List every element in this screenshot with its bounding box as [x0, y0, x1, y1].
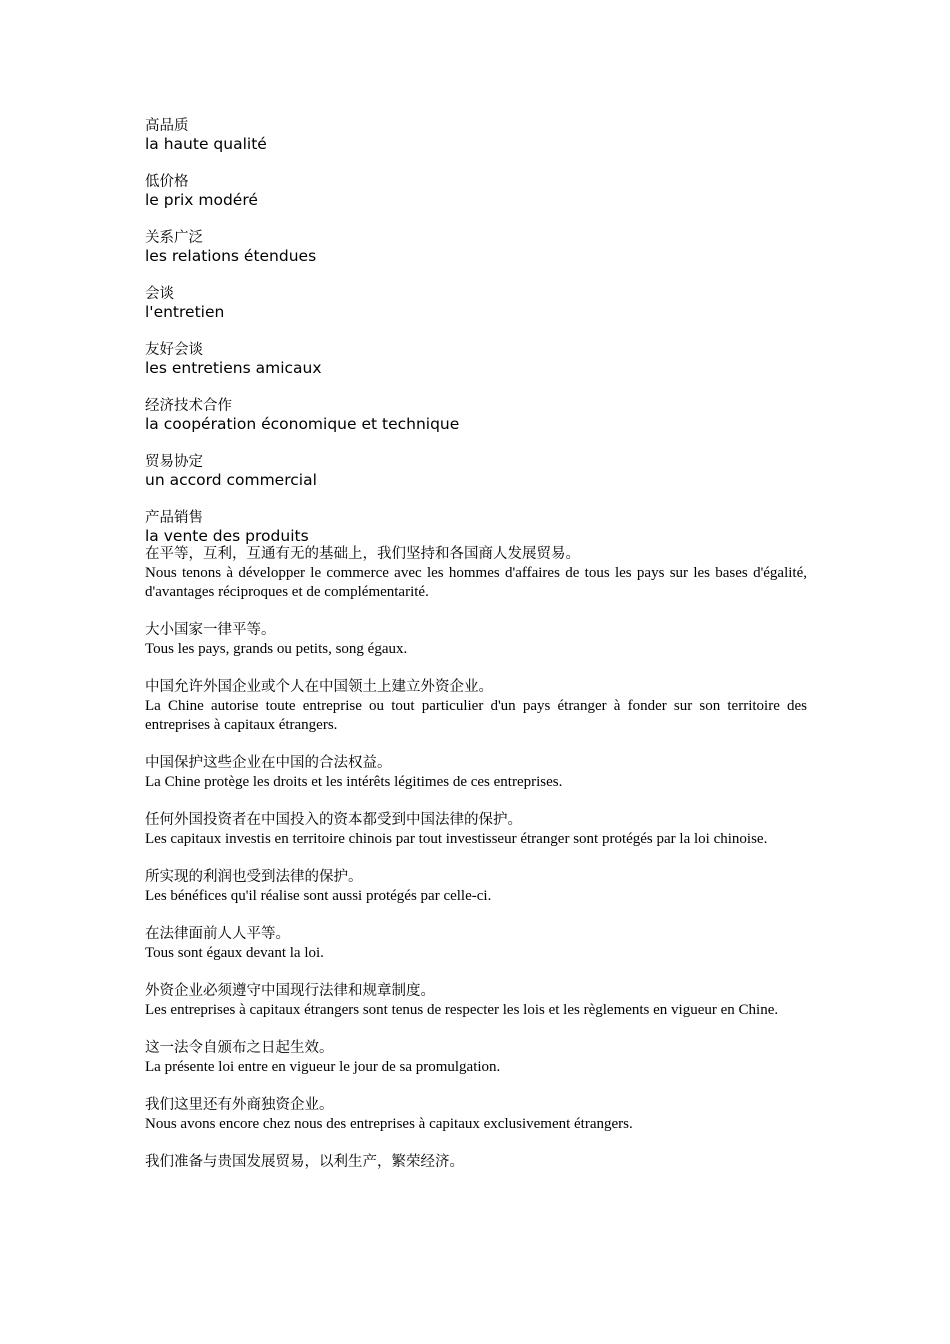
sentence-french: Les bénéfices qu'il réalise sont aussi protégés par celle-ci. — [145, 888, 492, 904]
sentence-chinese: 中国保护这些企业在中国的合法权益。 — [145, 755, 392, 771]
vocab-chinese: 低价格 — [145, 174, 189, 190]
sentence-chinese: 这一法令自颁布之日起生效。 — [145, 1040, 334, 1056]
sentence-french: Les capitaux investis en territoire chinois par tout investisseur étranger sont protégés par la loi chinoise. — [145, 831, 768, 847]
vocab-chinese: 产品销售 — [145, 510, 203, 526]
sentence-chinese: 外资企业必须遵守中国现行法律和规章制度。 — [145, 983, 435, 999]
sentence-pair — [145, 868, 807, 906]
document-page — [145, 117, 807, 1191]
sentence-chinese: 任何外国投资者在中国投入的资本都受到中国法律的保护。 — [145, 812, 522, 828]
vocab-french: la coopération économique et technique — [145, 415, 460, 433]
vocab-chinese: 经济技术合作 — [145, 398, 232, 414]
vocab-entry — [145, 341, 807, 377]
vocab-french: les relations étendues — [145, 247, 317, 265]
sentence-french: La présente loi entre en vigueur le jour de sa promulgation. — [145, 1059, 501, 1075]
sentence-pair — [145, 621, 807, 659]
sentence-pair — [145, 754, 807, 792]
vocab-chinese: 会谈 — [145, 286, 174, 302]
sentence-french: La Chine autorise toute entreprise ou tout particulier d'un pays étranger à fonder sur son territoire des entreprises à capitaux étrangers. — [145, 698, 807, 733]
vocab-french: l'entretien — [145, 303, 225, 321]
sentence-french: Nous tenons à développer le commerce avec les hommes d'affaires de tous les pays sur les bases d'égalité, d'avantages réciproques et de complémentarité. — [145, 565, 807, 600]
sentence-chinese: 中国允许外国企业或个人在中国领土上建立外资企业。 — [145, 679, 493, 695]
sentence-pair — [145, 925, 807, 963]
sentence-french: La Chine protège les droits et les intérêts légitimes de ces entreprises. — [145, 774, 563, 790]
vocab-entry — [145, 173, 807, 209]
sentence-pair — [145, 811, 807, 849]
sentence-chinese: 我们这里还有外商独资企业。 — [145, 1097, 334, 1113]
vocab-chinese: 贸易协定 — [145, 454, 203, 470]
vocab-entry — [145, 117, 807, 153]
vocab-entry — [145, 397, 807, 433]
vocab-chinese: 高品质 — [145, 118, 189, 134]
vocab-chinese: 关系广泛 — [145, 230, 203, 246]
vocab-french: un accord commercial — [145, 471, 317, 489]
sentence-french: Nous avons encore chez nous des entreprises à capitaux exclusivement étrangers. — [145, 1116, 633, 1132]
sentence-chinese: 在平等，互利，互通有无的基础上，我们坚持和各国商人发展贸易。 — [145, 546, 580, 562]
sentence-pair — [145, 982, 807, 1020]
sentence-chinese: 我们准备与贵国发展贸易，以利生产，繁荣经济。 — [145, 1154, 464, 1170]
sentence-french: Les entreprises à capitaux étrangers sont tenus de respecter les lois et les règlements en vigueur en Chine. — [145, 1002, 779, 1018]
sentence-pair — [145, 1039, 807, 1077]
vocab-entry — [145, 285, 807, 321]
sentence-french: Tous sont égaux devant la loi. — [145, 945, 324, 961]
vocab-chinese: 友好会谈 — [145, 342, 203, 358]
vocab-french: le prix modéré — [145, 191, 258, 209]
vocab-french: la vente des produits — [145, 527, 309, 545]
vocab-entry — [145, 509, 807, 545]
sentence-pair — [145, 1096, 807, 1134]
sentence-french: Tous les pays, grands ou petits, song égaux. — [145, 641, 408, 657]
vocab-entry — [145, 229, 807, 265]
vocab-french: la haute qualité — [145, 135, 267, 153]
sentence-pair — [145, 678, 807, 735]
vocab-entry — [145, 453, 807, 489]
sentence-chinese: 在法律面前人人平等。 — [145, 926, 290, 942]
sentence-chinese: 大小国家一律平等。 — [145, 622, 276, 638]
sentence-pair — [145, 1153, 807, 1172]
sentence-pair — [145, 545, 807, 602]
sentence-chinese: 所实现的利润也受到法律的保护。 — [145, 869, 363, 885]
vocab-french: les entretiens amicaux — [145, 359, 322, 377]
